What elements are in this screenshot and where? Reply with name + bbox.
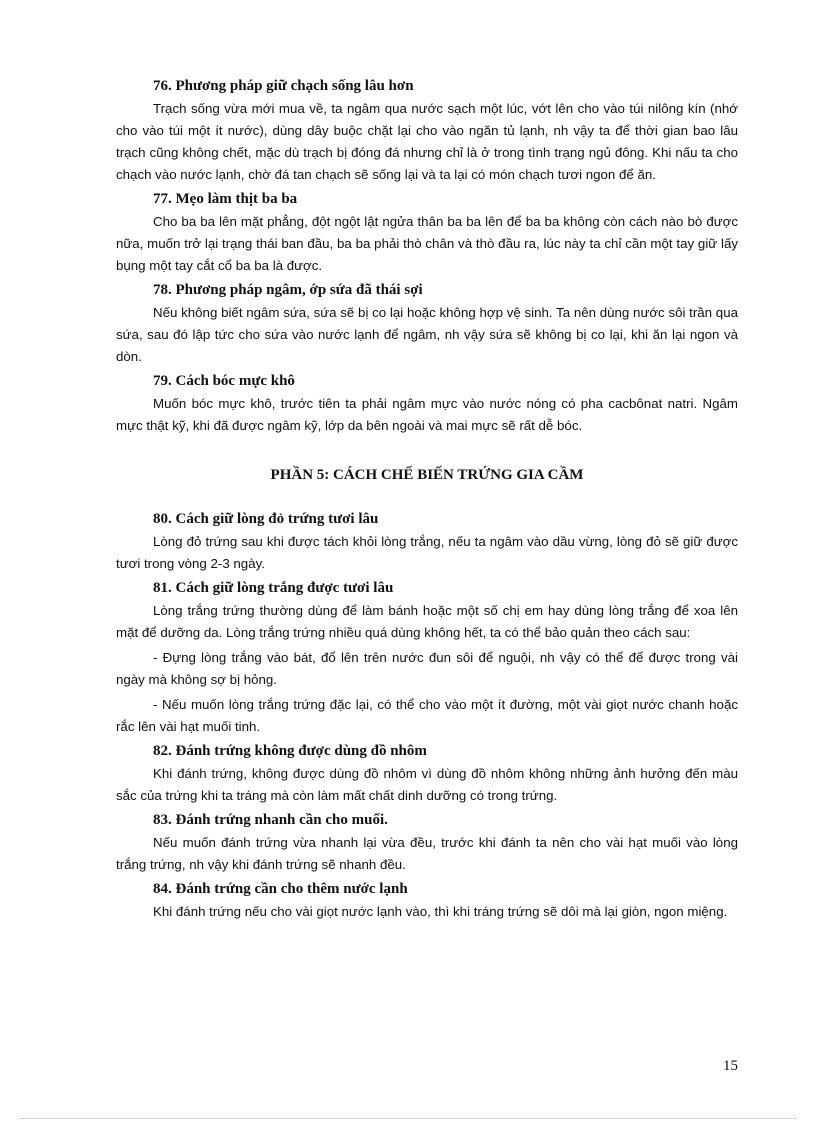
section-heading: 79. Cách bóc mực khô — [153, 373, 295, 389]
section-group-2 — [116, 509, 738, 923]
body-paragraph: Lòng trắng trứng thường dùng để làm bánh hoặc một số chị em hay dùng lòng trắng để xoa lên mặt để dưỡng da. Lòng trắng trứng nhiều quá dùng không hết, ta có thể bảo quản theo cách sau: — [116, 603, 738, 640]
section-heading: 81. Cách giữ lòng trắng được tươi lâu — [153, 580, 394, 596]
section-heading: 84. Đánh trứng cần cho thêm nước lạnh — [153, 881, 408, 897]
section-heading: 82. Đánh trứng không được dùng đồ nhôm — [153, 743, 427, 759]
body-paragraph: - Đựng lòng trắng vào bát, đổ lên trên nước đun sôi để nguội, nh vậy có thể để được trong vài ngày mà không sợ bị hỏng. — [116, 650, 738, 687]
body-paragraph: Nếu muốn đánh trứng vừa nhanh lại vừa đều, trước khi đánh ta nên cho vài hạt muối vào lòng trắng trứng, nh vậy khi đánh trứng sẽ nhanh đều. — [116, 835, 738, 872]
body-paragraph: Nếu không biết ngâm sứa, sứa sẽ bị co lại hoặc không hợp vệ sinh. Ta nên dùng nước sôi trần qua sứa, sau đó lập tức cho sứa vào nước lạnh để ngâm, nh vậy sứa sẽ không bị co lại, khi ăn lại ngon và dòn. — [116, 305, 738, 364]
body-paragraph: Khi đánh trứng, không được dùng đồ nhôm vì dùng đồ nhôm không những ảnh hưởng đến màu sắc của trứng khi ta tráng mà còn làm mất chất dinh dưỡng có trong trứng. — [116, 766, 738, 803]
section-heading: 76. Phương pháp giữ chạch sống lâu hơn — [153, 78, 414, 94]
body-paragraph: Cho ba ba lên mặt phẳng, đột ngột lật ngửa thân ba ba lên để ba ba không còn cách nào bò được nữa, muốn trở lại trạng thái ban đầu, ba ba phải thò chân và thò đầu ra, lúc này ta chỉ cần một tay giữ lấy bụng một tay cắt cổ ba ba là được. — [116, 214, 738, 273]
section-heading: 83. Đánh trứng nhanh cần cho muối. — [153, 812, 388, 828]
body-paragraph: Lòng đỏ trứng sau khi được tách khỏi lòng trắng, nếu ta ngâm vào dầu vừng, lòng đỏ sẽ giữ được tươi trong vòng 2-3 ngày. — [116, 534, 738, 571]
body-paragraph: Khi đánh trứng nếu cho vài giọt nước lạnh vào, thì khi tráng trứng sẽ dôi mà lại giòn, ngon miệng. — [153, 904, 728, 919]
section-heading: 78. Phương pháp ngâm, ớp sứa đã thái sợi — [153, 282, 423, 298]
body-paragraph: Trạch sống vừa mới mua về, ta ngâm qua nước sạch một lúc, vớt lên cho vào túi nilông kín (nhớ cho vào túi một ít nước), dùng dây buộc chặt lại cho vào ngăn tủ lạnh, nh vậy ta để thời gian bao lâu trạch cũng không chết, mặc dù trạch bị đóng đá nhưng chỉ là ở trong tình trạng ngủ đông. Khi nấu ta cho chạch vào nước lạnh, chờ đá tan chạch sẽ sống lại và ta lại có món chạch tươi ngon để ăn. — [116, 101, 738, 182]
section-heading: 77. Mẹo làm thịt ba ba — [153, 191, 298, 207]
body-paragraph: Muốn bóc mực khô, trước tiên ta phải ngâm mực vào nước nóng có pha cacbônat natri. Ngâm mực thật kỹ, khi đã được ngâm kỹ, lớp da bên ngoài và mai mực sẽ rất dễ bóc. — [116, 396, 738, 433]
page-content — [116, 76, 738, 926]
section-heading: 80. Cách giữ lòng đỏ trứng tươi lâu — [153, 511, 379, 527]
page-number: 15 — [723, 1058, 738, 1074]
part-title: PHẦN 5: CÁCH CHẾ BIẾN TRỨNG GIA CẦM — [270, 467, 584, 483]
section-group-1 — [116, 76, 738, 437]
footer-dotted-rule — [20, 1118, 796, 1119]
body-paragraph: - Nếu muốn lòng trắng trứng đặc lại, có thể cho vào một ít đường, một vài giọt nước chanh hoặc rắc lên vài hạt muối tinh. — [116, 697, 738, 734]
